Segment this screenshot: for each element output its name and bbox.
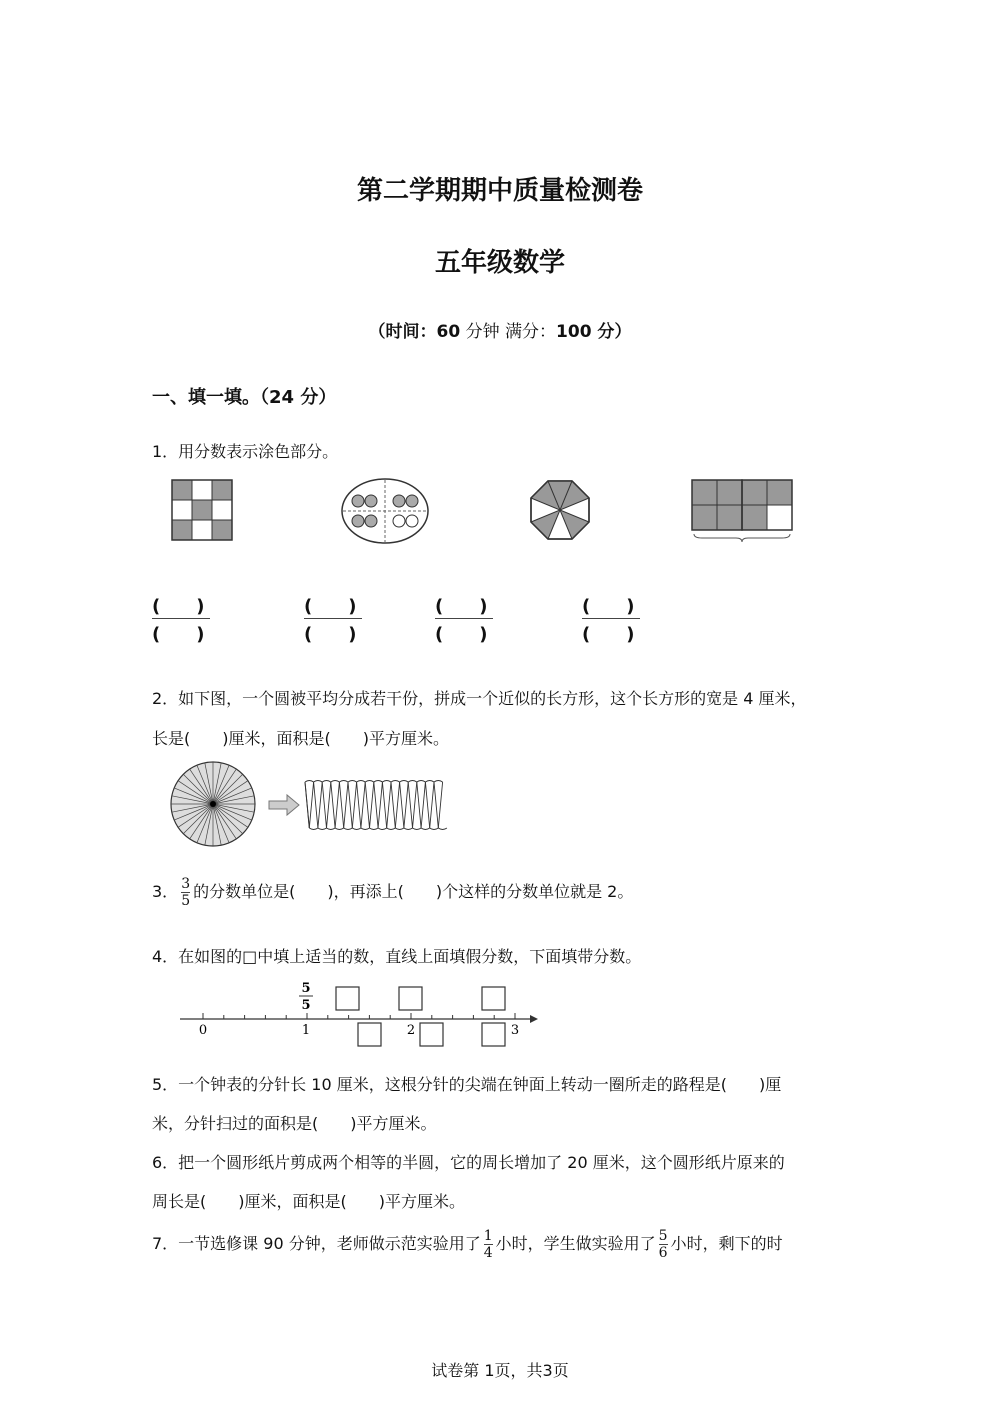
q4-answer-box-bottom-1[interactable] — [358, 1023, 381, 1046]
meta-score-value: 100 分 — [556, 322, 615, 342]
q7-fraction-2-numerator: 5 — [658, 1228, 668, 1244]
page-title: 第二学期期中质量检测卷 — [356, 176, 643, 206]
question-4: 4．在如图的□中填上适当的数，直线上面填假分数，下面填带分数。 — [152, 947, 642, 966]
q4-tick-label-3: 3 — [510, 1023, 520, 1038]
exam-meta — [0, 317, 1000, 342]
question-2-line-2[interactable]: 长是( )厘米，面积是( )平方厘米。 — [152, 729, 449, 748]
q7-fraction-1-denominator: 4 — [483, 1245, 493, 1261]
question-7-part-c: 小时，剩下的时 — [670, 1234, 783, 1253]
q1-answer-3-numerator[interactable]: ( ) — [435, 596, 488, 617]
oval-figure — [342, 479, 428, 543]
meta-close: ） — [614, 322, 632, 342]
arrow-icon — [269, 795, 299, 815]
q3-fraction-denominator: 5 — [181, 893, 191, 909]
question-2-line-1: 2．如下图，一个圆被平均分成若干份，拼成一个近似的长方形，这个长方形的宽是 4 厘米， — [152, 689, 807, 708]
meta-time-label: （时间： — [368, 322, 437, 342]
q1-answer-3-denominator[interactable]: ( ) — [435, 624, 488, 645]
q4-answer-box-bottom-3[interactable] — [482, 1023, 505, 1046]
q1-answer-2-numerator[interactable]: ( ) — [304, 596, 357, 617]
section-1-title: 一、填一填。（24 分） — [152, 387, 337, 408]
q4-tick-label-0: 0 — [198, 1023, 208, 1038]
grid-figure — [172, 480, 232, 540]
q4-answer-box-bottom-2[interactable] — [420, 1023, 443, 1046]
question-3-prefix: 3． — [152, 882, 179, 901]
q4-tick-label-2: 2 — [406, 1023, 416, 1038]
q1-answer-4-fraction-bar — [582, 618, 640, 619]
q1-answer-1-denominator[interactable]: ( ) — [152, 624, 205, 645]
octagon-figure — [531, 481, 589, 539]
q1-answer-1-fraction-bar — [152, 618, 210, 619]
q4-ticks — [203, 1013, 515, 1019]
q1-answer-4-denominator[interactable]: ( ) — [582, 624, 635, 645]
q4-answer-box-top-3[interactable] — [482, 987, 505, 1010]
question-3-rest: 的分数单位是( )，再添上( )个这样的分数单位就是 2。 — [193, 882, 634, 901]
q1-answer-4-numerator[interactable]: ( ) — [582, 596, 635, 617]
question-6-line-1: 6．把一个圆形纸片剪成两个相等的半圆，它的周长增加了 20 厘米，这个圆形纸片原来的 — [152, 1153, 785, 1172]
page-subtitle: 五年级数学 — [434, 248, 565, 278]
question-1: 1．用分数表示涂色部分。 — [152, 442, 339, 461]
question-7-part-a: 7．一节选修课 90 分钟，老师做示范实验用了 — [152, 1234, 481, 1253]
q4-number-line — [175, 978, 545, 1053]
question-5-line-2[interactable]: 米，分针扫过的面积是( )平方厘米。 — [152, 1114, 437, 1133]
q3-fraction — [181, 876, 190, 909]
question-5-line-1[interactable]: 5．一个钟表的分针长 10 厘米，这根分针的尖端在钟面上转动一圈所走的路程是( )厘 — [152, 1075, 782, 1094]
q1-answer-2-fraction-bar — [304, 618, 362, 619]
q4-fraction-denominator: 5 — [301, 998, 311, 1013]
q4-fraction-numerator: 5 — [301, 981, 311, 996]
question-3[interactable] — [152, 876, 633, 909]
meta-time-unit: 分钟 满分： — [465, 322, 557, 342]
sectored-circle — [171, 762, 255, 846]
approximate-rectangle — [305, 781, 447, 830]
q4-tick-label-1: 1 — [301, 1023, 311, 1038]
meta-time-value: 60 — [436, 322, 461, 342]
q7-fraction-2 — [659, 1228, 668, 1261]
q4-axis-arrow-icon — [530, 1015, 538, 1023]
q3-fraction-numerator: 3 — [181, 876, 191, 892]
q1-answer-3-fraction-bar — [435, 618, 493, 619]
question-6-line-2[interactable]: 周长是( )厘米，面积是( )平方厘米。 — [152, 1192, 465, 1211]
question-7-part-b: 小时，学生做实验用了 — [495, 1234, 656, 1253]
q4-answer-box-top-2[interactable] — [399, 987, 422, 1010]
rect-pair-figure — [692, 480, 792, 542]
q2-circle-to-rectangle-figure — [165, 758, 465, 853]
q7-fraction-1-numerator: 1 — [483, 1228, 493, 1244]
q7-fraction-1 — [484, 1228, 493, 1261]
q4-answer-box-top-1[interactable] — [336, 987, 359, 1010]
q1-answer-2-denominator[interactable]: ( ) — [304, 624, 357, 645]
page-footer: 试卷第 1页，共3页 — [431, 1361, 569, 1380]
q7-fraction-2-denominator: 6 — [658, 1245, 668, 1261]
q1-answer-1-numerator[interactable]: ( ) — [152, 596, 205, 617]
question-7 — [152, 1228, 783, 1261]
q1-figures — [160, 470, 820, 560]
